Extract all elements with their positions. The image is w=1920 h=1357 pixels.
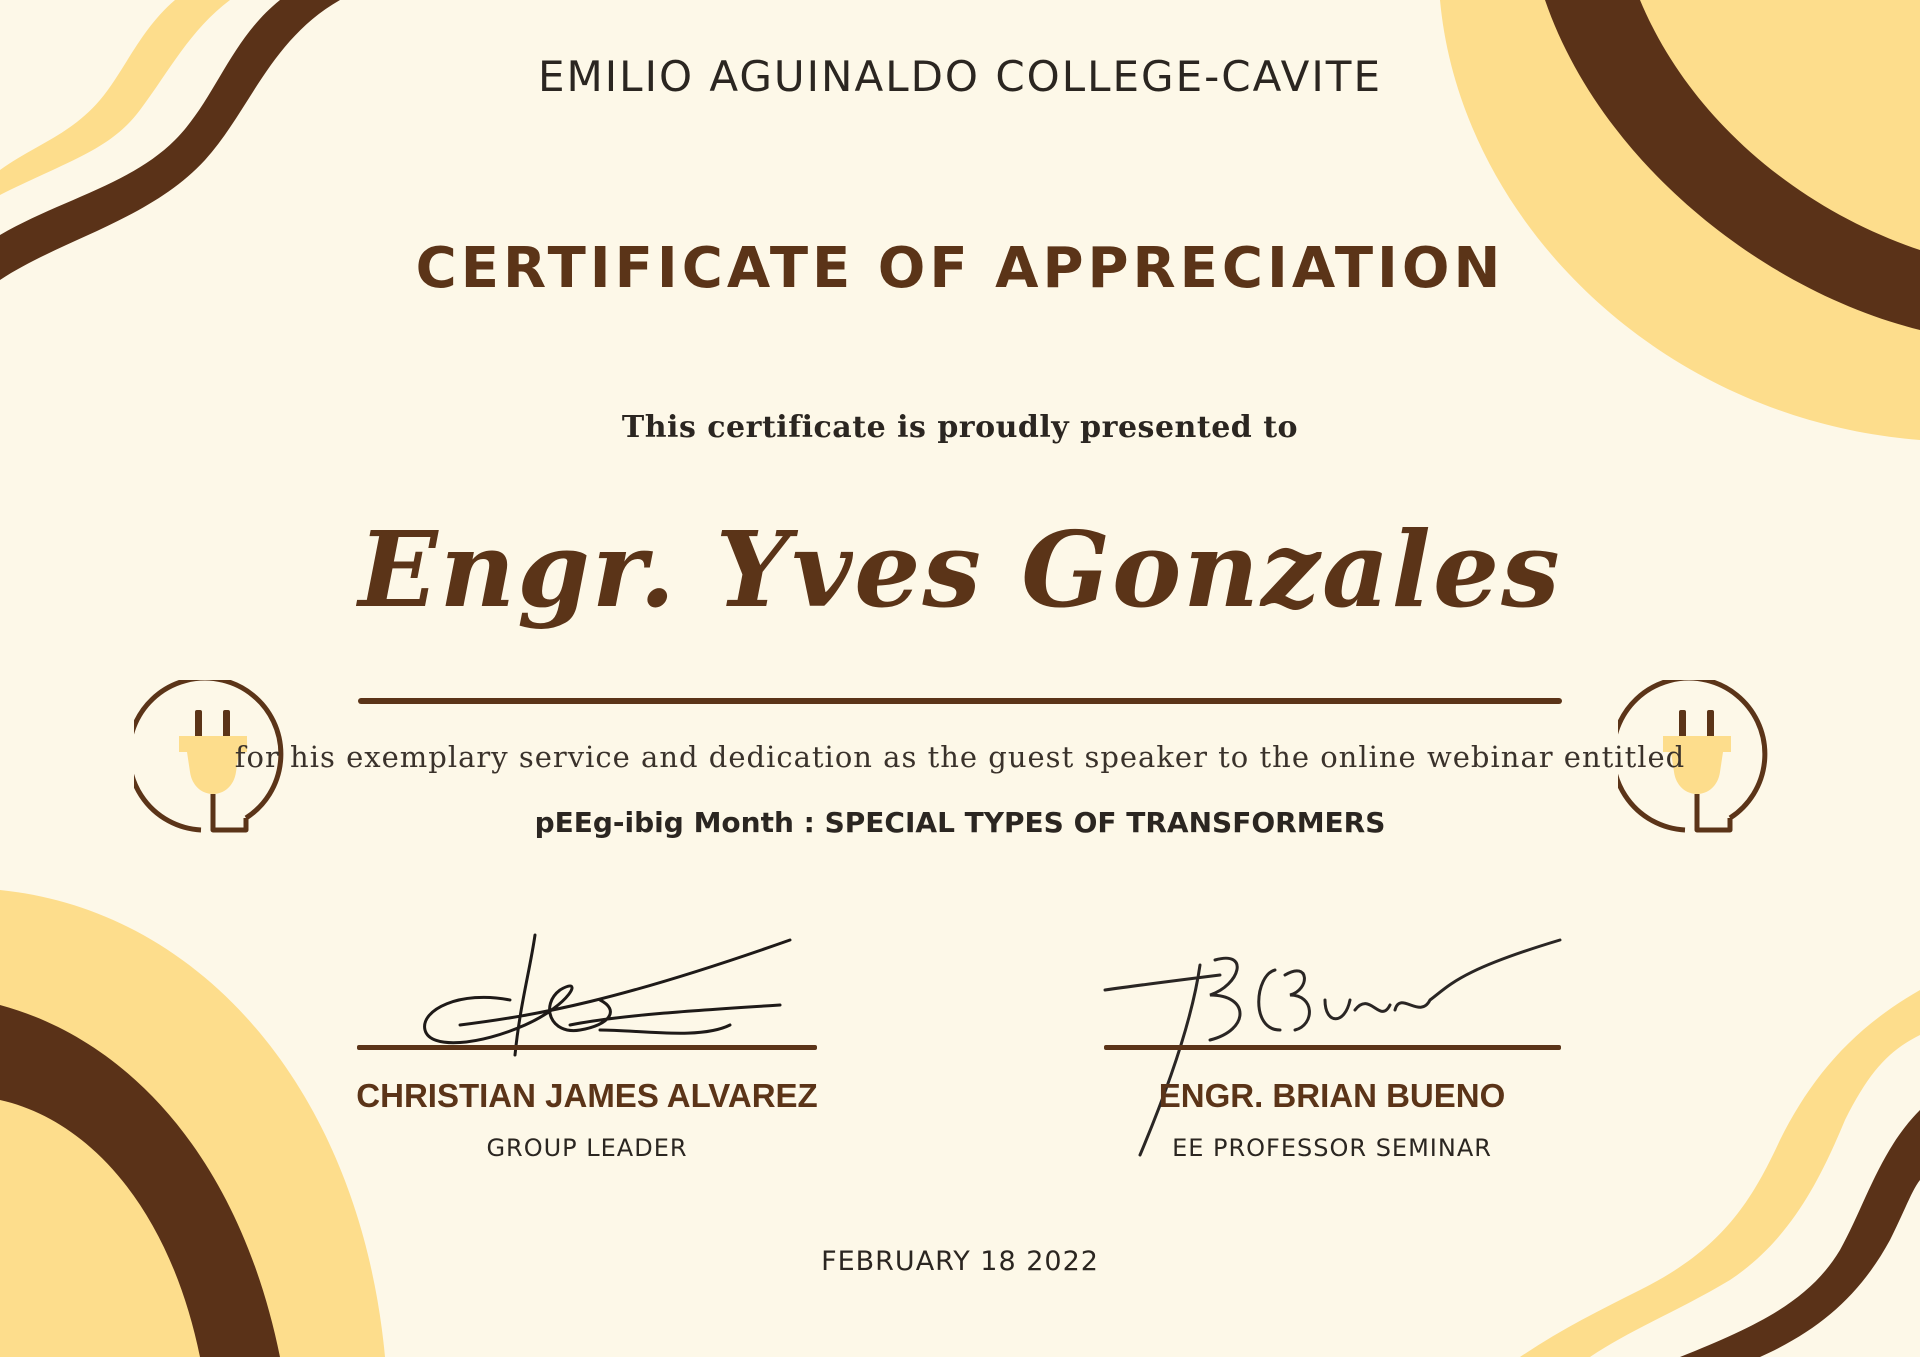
- certificate-title: CERTIFICATE OF APPRECIATION: [415, 236, 1505, 301]
- presented-to-text: This certificate is proudly presented to: [621, 410, 1299, 445]
- signatory-name: ENGR. BRIAN BUENO: [1158, 1077, 1506, 1114]
- signature-line: [1104, 1045, 1561, 1050]
- dedication-text: for his exemplary service and dedication as the guest speaker to the online webinar entitled: [234, 740, 1686, 774]
- corner-wave-bottom-right: [1520, 990, 1920, 1357]
- webinar-title: pEEg-ibig Month : SPECIAL TYPES OF TRANSFORMERS: [534, 806, 1386, 839]
- signature-line: [357, 1045, 817, 1050]
- corner-arcs-bottom-left: [0, 890, 390, 1357]
- recipient-name: Engr. Yves Gonzales: [358, 508, 1562, 631]
- signature-christian-alvarez: [400, 930, 800, 1060]
- institution-name: EMILIO AGUINALDO COLLEGE-CAVITE: [538, 52, 1382, 101]
- signatory-role: GROUP LEADER: [486, 1134, 688, 1162]
- recipient-underline: [358, 698, 1562, 704]
- signatory-role: EE PROFESSOR SEMINAR: [1172, 1134, 1492, 1162]
- signatory-name: CHRISTIAN JAMES ALVAREZ: [356, 1077, 818, 1114]
- certificate-date: FEBRUARY 18 2022: [821, 1246, 1099, 1277]
